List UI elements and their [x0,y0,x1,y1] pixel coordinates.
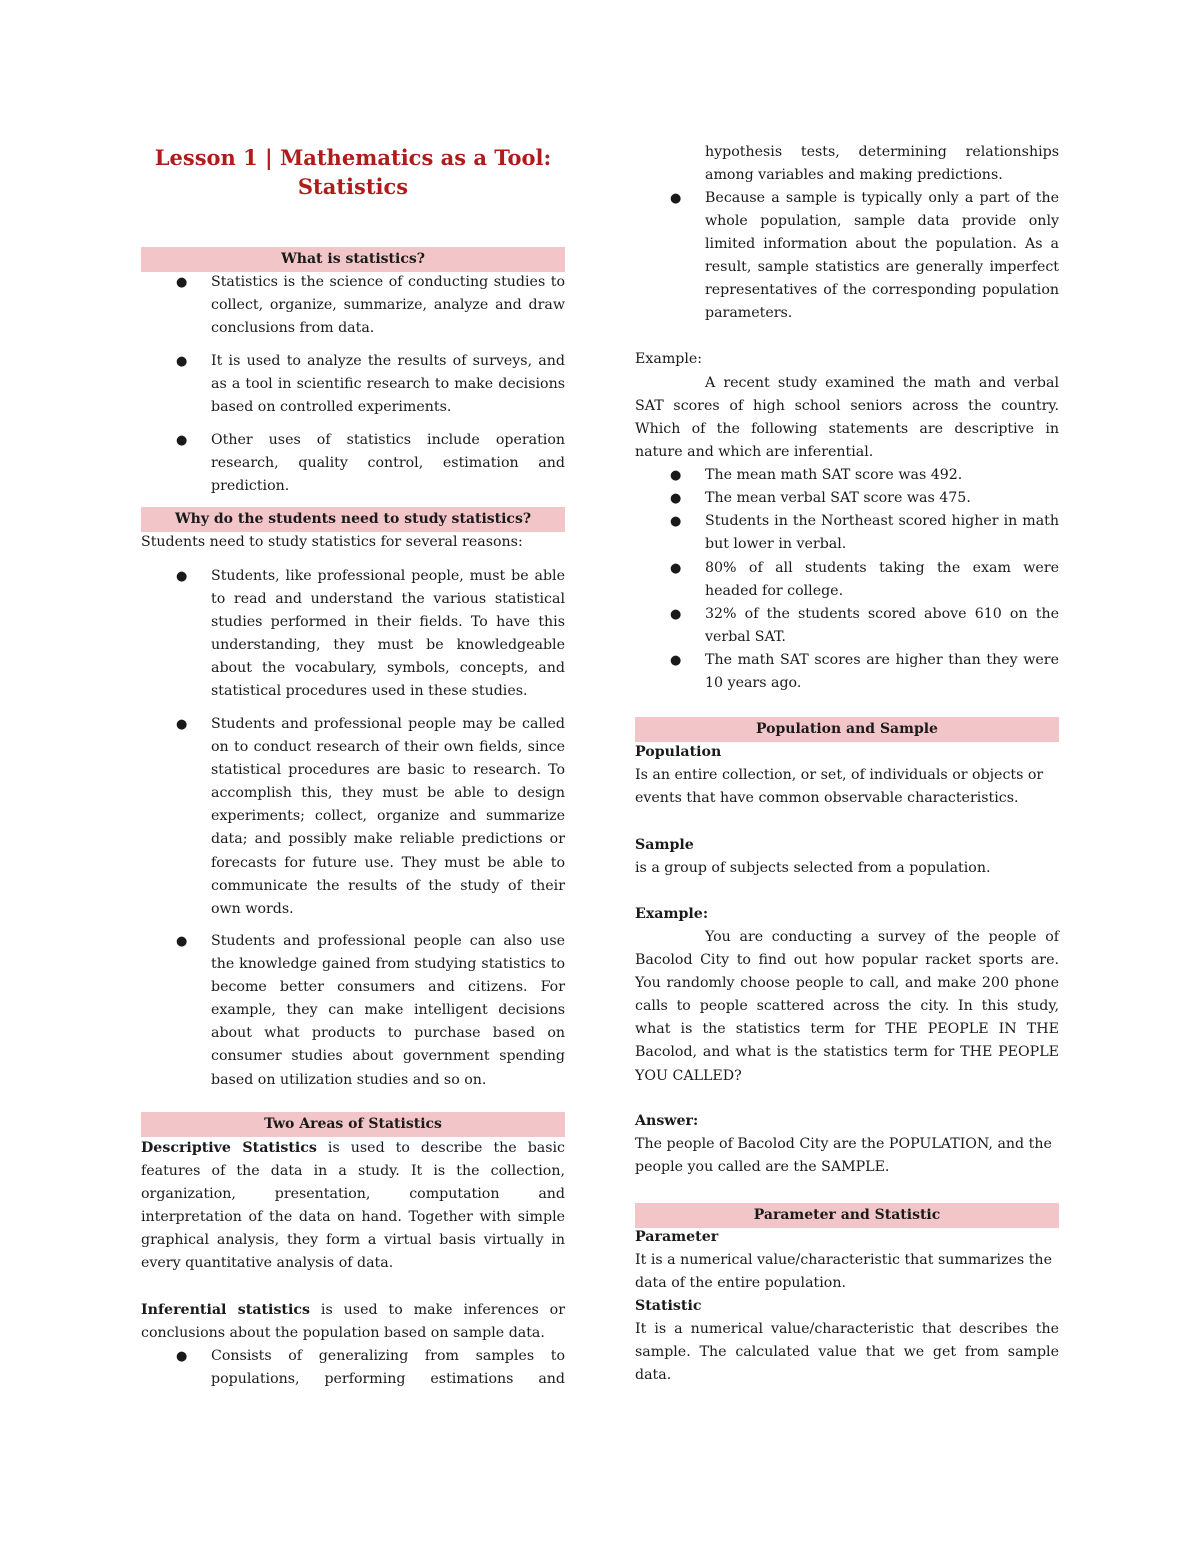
answer-label: Answer: [635,1113,699,1129]
section-header-two-areas: Two Areas of Statistics [141,1112,565,1137]
bullet-icon: ● [176,934,188,949]
population-definition: Is an entire collection, or set, of individuals or objects or events that have common observable characteristics. [635,767,1044,807]
parameter-definition: It is a numerical value/characteristic that summarizes the data of the entire population. [635,1252,1052,1292]
list-item-text: It is used to analyze the results of surveys, and as a tool in scientific research to make decisions based on controlled experiments. [211,353,565,416]
inferential-text: is used to make inferences or conclusions about the population based on sample data. [141,1302,565,1342]
example2-paragraph: You are conducting a survey of the people of Bacolod City to find out how popular racket sports are. You randomly choose people to call, and make 200 phone calls to people scattered across the city. In this study, what is the statistics term for THE PEOPLE IN THE Bacolod, and what is the statistics term for THE PEOPLE YOU CALLED? [635,929,1059,1084]
bullet-icon: ● [670,468,682,483]
inferential-term: Inferential statistics [141,1302,311,1318]
bullet-icon: ● [176,354,188,369]
bullet-icon: ● [176,569,188,584]
list-item-text: Statistics is the science of conducting studies to collect, organize, summarize, analyze and draw conclusions from data. [211,274,565,337]
bullet-icon: ● [670,561,682,576]
why-intro-text: Students need to study statistics for several reasons: [141,534,523,550]
bullet-icon: ● [176,717,188,732]
list-item-text: Students and professional people may be called on to conduct research of their own fields, since statistical procedures are basic to research. To accomplish this, they must be able to design experiments; collect, organize and summarize data; and possibly make reliable predictions or forecasts for future use. They must be able to communicate the results of the study of their own words. [211,716,565,917]
list-item-text: hypothesis tests, determining relationships among variables and making predictions. [705,144,1059,184]
section-header-why-study: Why do the students need to study statistics? [141,507,565,532]
bullet-icon: ● [670,607,682,622]
bullet-icon: ● [670,653,682,668]
bullet-icon: ● [670,514,682,529]
example-label: Example: [635,351,703,367]
bullet-icon: ● [176,1349,188,1364]
list-item-text: Students and professional people can also use the knowledge gained from studying statistics to become better consumers and citizens. For example, they can make intelligent decisions about what products to purchase based on consumer studies about government spending based on utilization studies and so on. [211,933,565,1088]
list-item-text: The mean verbal SAT score was 475. [705,490,971,506]
statistic-definition: It is a numerical value/characteristic that describes the sample. The calculated value that we get from sample data. [635,1321,1059,1384]
section-header-parameter-statistic: Parameter and Statistic [635,1203,1059,1228]
descriptive-paragraph [141,1137,565,1276]
list-item-text: Because a sample is typically only a part of the whole population, sample data provide only limited information about the population. As a result, sample statistics are generally imperfect representatives of the corresponding population parameters. [705,190,1059,322]
descriptive-text: is used to describe the basic features of the data in a study. It is the collection, organization, presentation, computation and interpretation of the data on hand. Together with simple graphical analysis, they form a virtual basis virtually in every quantitative analysis of data. [141,1140,566,1272]
section-header-population-sample: Population and Sample [635,717,1059,742]
answer-text: The people of Bacolod City are the POPULATION, and the people you called are the SAMPLE. [635,1136,1052,1176]
list-item-text: The mean math SAT score was 492. [705,467,963,483]
list-item-text: Other uses of statistics include operation research, quality control, estimation and prediction. [211,432,565,495]
list-item-text: Students in the Northeast scored higher in math but lower in verbal. [705,513,1059,553]
inferential-paragraph [141,1299,565,1345]
sample-definition: is a group of subjects selected from a population. [635,860,991,876]
parameter-term: Parameter [635,1229,719,1245]
bullet-icon: ● [670,191,682,206]
title-line-2: Statistics [297,174,409,199]
section-header-what-is-statistics: What is statistics? [141,247,565,272]
statistic-term: Statistic [635,1298,702,1314]
bullet-icon: ● [176,275,188,290]
descriptive-term: Descriptive Statistics [141,1140,317,1156]
list-item-text: Consists of generalizing from samples to populations, performing estimations and [211,1348,565,1388]
title-line-1: Lesson 1 | Mathematics as a Tool: [154,145,552,170]
bullet-icon: ● [670,491,682,506]
page-title [141,143,565,201]
list-item-text: The math SAT scores are higher than they were 10 years ago. [705,652,1059,692]
bullet-icon: ● [176,433,188,448]
population-term: Population [635,744,722,760]
list-item-text: 32% of the students scored above 610 on the verbal SAT. [705,606,1059,646]
list-item-text: Students, like professional people, must be able to read and understand the various statistical studies performed in their fields. To have this understanding, they must be knowledgeable about the vocabulary, symbols, concepts, and statistical procedures used in these studies. [211,568,565,700]
example2-label: Example: [635,906,709,922]
example-paragraph: A recent study examined the math and verbal SAT scores of high school seniors across the country. Which of the following statements are descriptive in nature and which are inferential. [635,375,1059,461]
list-item-text: 80% of all students taking the exam were headed for college. [705,560,1059,600]
sample-term: Sample [635,837,694,853]
